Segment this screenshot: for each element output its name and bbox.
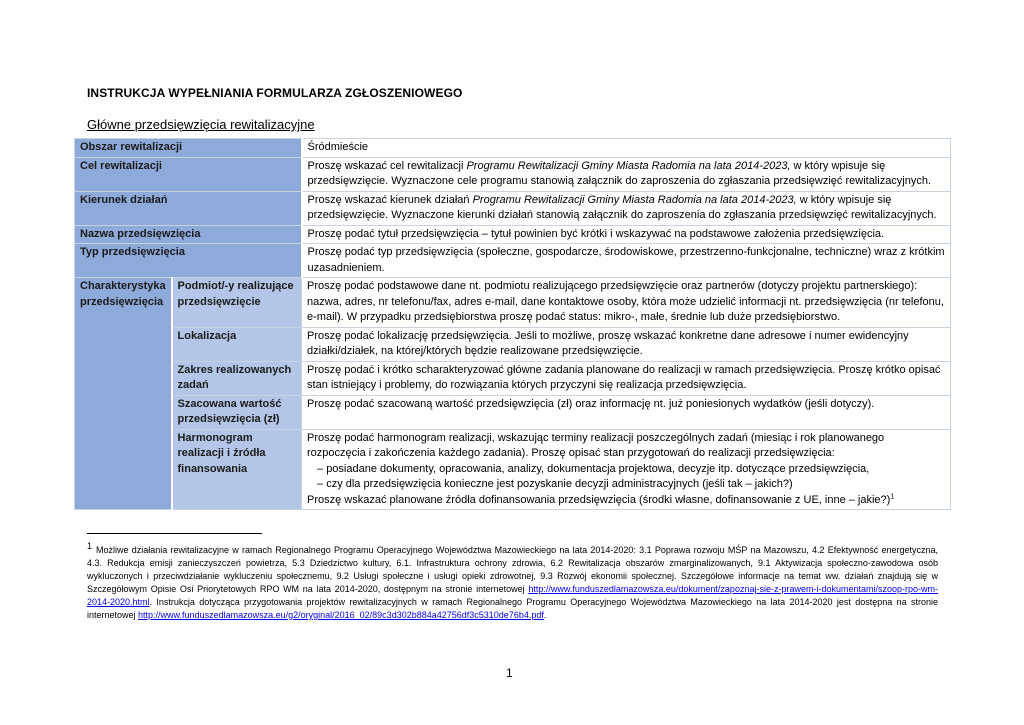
document-title: INSTRUKCJA WYPEŁNIANIA FORMULARZA ZGŁOSZENIOWEGO <box>87 86 463 100</box>
charakterystyka-label: Charakterystyka przedsięwzięcia <box>75 278 172 510</box>
page-number: 1 <box>506 666 513 680</box>
kierunek-text-post: w który wpisuje się przedsięwzięcie. Wyznaczone kierunki działań stanowią załącznik do zaproszenia do zgłaszania przedsięwzięć rewitalizacyjnych. <box>307 193 937 221</box>
lokalizacja-value: Proszę podać lokalizację przedsięwzięcia. Jeśli to możliwe, proszę wskazać konkretne dane adresowe i numer ewidencyjny działki/działek, na której/których będzie realizowane przedsięwzięcie. <box>302 327 951 361</box>
wartosc-value: Proszę podać szacowaną wartość przedsięwzięcia (zł) oraz informację nt. już poniesionych wydatków (jeśli dotyczy). <box>302 395 951 429</box>
footnote-separator <box>87 533 262 534</box>
harmonogram-line2 <box>307 493 945 509</box>
kierunek-text-pre: Proszę wskazać kierunek działań <box>307 193 473 206</box>
nazwa-value: Proszę podać tytuł przedsięwzięcia – tytuł powinien być krótki i wskazywać na podstawowe założenia przedsięwzięcia. <box>302 225 951 244</box>
footnote-link-instrukcja[interactable]: http://www.funduszedlamazowsza.eu/g2/oryginal/2016_02/89c3d302b884a42756df3c5310de76b4.pdf <box>138 610 544 620</box>
table-row <box>75 361 951 395</box>
instruction-table <box>74 138 951 510</box>
kierunek-value <box>302 191 951 225</box>
harmonogram-dash1: – posiadane dokumenty, opracowania, analizy, dokumentacja projektowa, decyzje itp. dotyczące przedsięwzięcia, <box>317 462 870 475</box>
cel-text-post: w który wpisuje się przedsięwzięcie. Wyznaczone cele programu stanowią załącznik do zaproszenia do zgłaszania przedsięwzięć rewitalizacyjnych. <box>307 159 932 187</box>
obszar-value: Śródmieście <box>302 139 951 158</box>
kierunek-program-name: Programu Rewitalizacji Gminy Miasta Radomia na lata 2014-2023, <box>472 193 797 206</box>
footnote-text-end: . <box>543 610 547 620</box>
podmiot-label: Podmiot/-y realizujące przedsięwzięcie <box>172 278 302 328</box>
footnote-number: 1 <box>87 541 93 551</box>
footnote-text: Możliwe działania rewitalizacyjne w ramach Regionalnego Programu Operacyjnego Województwa Mazowieckiego na lata 2014-2020: 3.1 Poprawa rozwoju MŚP na Mazowszu, 4.2 Efektywność energetyczna, 4.3. Redukcja emisji zanieczyszczeń powietrza, 5.3 Dziedzictwo kultury, 6.1. Infrastruktura ochrony zdrowia, 6.2 Rewitalizacja obszarów zmarginalizowanych, 9.1 Aktywizacja społeczno-zawodowa osób wykluczonych i przeciwdziałanie wykluczeniu społecznemu, 9.2 Usługi społeczne i usługi opieki zdrowotnej, 9.3 Rozwój ekonomii społecznej. Szczegółowe informacje na temat ww. działań znajdują się w Szczegółowym Opisie Osi Priorytetowych RPO WM na lata 2014-2020, dostępnym na stronie internetowej <box>87 545 938 594</box>
table-row <box>75 327 951 361</box>
harmonogram-label: Harmonogram realizacji i źródła finansowania <box>172 429 302 510</box>
cel-program-name: Programu Rewitalizacji Gminy Miasta Radomia na lata 2014-2023, <box>466 159 791 172</box>
table-row <box>75 244 951 278</box>
nazwa-label: Nazwa przedsięwzięcia <box>75 225 302 244</box>
footnote <box>87 540 938 622</box>
typ-label: Typ przedsięwzięcia <box>75 244 302 278</box>
footnote-text-middle: . Instrukcja dotycząca przygotowania projektów rewitalizacyjnych w ramach Regionalnego Programu Operacyjnego Województwa Mazowieckiego na lata 2014-2020 jest dostępna na stronie internetowej <box>87 597 938 620</box>
table-row <box>75 278 951 328</box>
harmonogram-value <box>302 429 951 510</box>
harmonogram-line2-text: Proszę wskazać planowane źródła dofinansowania przedsięwzięcia (środki własne, dofinansowanie z UE, inne – jakie?) <box>307 493 891 506</box>
typ-value: Proszę podać typ przedsięwzięcia (społeczne, gospodarcze, środowiskowe, przestrzenno-funkcjonalne, techniczne) wraz z krótkim uzasadnieniem. <box>302 244 951 278</box>
cel-label: Cel rewitalizacji <box>75 157 302 191</box>
podmiot-value: Proszę podać podstawowe dane nt. podmiotu realizującego przedsięwzięcie oraz partnerów (dotyczy projektu partnerskiego): nazwa, adres, nr telefonu/fax, adres e-mail, dane kontaktowe osoby, która może udzielić informacji nt. przedsięwzięcia (nr telefonu, e-mail). W przypadku przedsiębiorstwa proszę podać status: mikro-, małe, średnie lub duże przedsiębiorstwo. <box>302 278 951 328</box>
section-subtitle: Główne przedsięwzięcia rewitalizacyjne <box>87 117 315 132</box>
harmonogram-line1: Proszę podać harmonogram realizacji, wskazując terminy realizacji poszczególnych zadań (miesiąc i rok planowanego rozpoczęcia i zakończenia każdego zadania). Proszę opisać stan przygotowań do realizacji przedsięwzięcia: <box>307 431 885 459</box>
obszar-label: Obszar rewitalizacji <box>75 139 302 158</box>
wartosc-label: Szacowana wartość przedsięwzięcia (zł) <box>172 395 302 429</box>
cel-value <box>302 157 951 191</box>
cel-text-pre: Proszę wskazać cel rewitalizacji <box>307 159 467 172</box>
table-row <box>75 157 951 191</box>
zakres-value: Proszę podać i krótko scharakteryzować główne zadania planowane do realizacji w ramach przedsięwzięcia. Proszę krótko opisać stan istniejący i problemy, do rozwiązania których przyczyni się realizacja przedsięwzięcia. <box>302 361 951 395</box>
lokalizacja-label: Lokalizacja <box>172 327 302 361</box>
footnote-link-szoop[interactable]: http://www.funduszedlamazowsza.eu/dokument/zapoznaj-sie-z-prawem-i-dokumentami/szoop-rpo-wm-2014-2020.html <box>87 584 938 607</box>
table-row <box>75 225 951 244</box>
harmonogram-dash2: – czy dla przedsięwzięcia konieczne jest pozyskanie decyzji administracyjnych (jeśli tak – jakich?) <box>317 478 793 490</box>
table-row <box>75 139 951 158</box>
zakres-label: Zakres realizowanych zadań <box>172 361 302 395</box>
footnote-ref[interactable]: 1 <box>890 492 895 500</box>
table-row <box>75 395 951 429</box>
table-row <box>75 191 951 225</box>
table-row <box>75 429 951 510</box>
kierunek-label: Kierunek działań <box>75 191 302 225</box>
